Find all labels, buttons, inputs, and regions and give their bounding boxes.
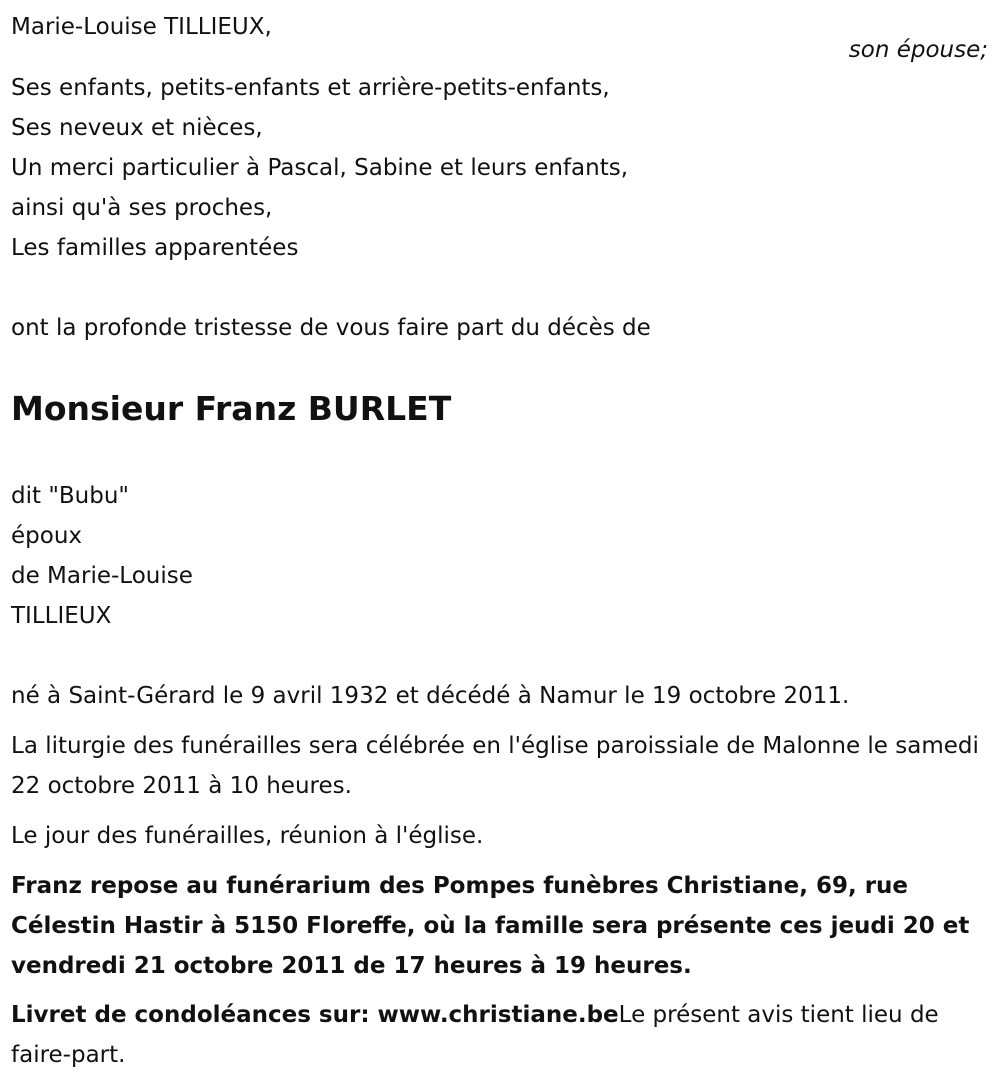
announcement: ont la profonde tristesse de vous faire part du décès de xyxy=(11,315,651,341)
condolences-paragraph xyxy=(11,995,993,1075)
birth-death: né à Saint-Gérard le 9 avril 1932 et décédé à Namur le 19 octobre 2011. xyxy=(11,683,850,709)
detail-line: dit "Bubu" xyxy=(11,483,130,509)
spouse-role: son épouse; xyxy=(848,37,988,63)
detail-line: TILLIEUX xyxy=(11,603,112,629)
liturgy: La liturgie des funérailles sera célébrée en l'église paroissiale de Malonne le samedi 22 octobre 2011 à 10 heures. xyxy=(11,733,979,799)
detail-line: de Marie-Louise xyxy=(11,563,193,589)
family-line: Ses neveux et nièces, xyxy=(11,115,263,141)
funeral-home: Franz repose au funérarium des Pompes funèbres Christiane, 69, rue Célestin Hastir à 5150 Floreffe, où la famille sera présente ces jeudi 20 et vendredi 21 octobre 2011 de 17 heures à 19 heures. xyxy=(11,873,970,979)
family-line: ainsi qu'à ses proches, xyxy=(11,195,273,221)
reunion: Le jour des funérailles, réunion à l'église. xyxy=(11,823,484,849)
family-line: Un merci particulier à Pascal, Sabine et leurs enfants, xyxy=(11,155,629,181)
detail-line: époux xyxy=(11,523,83,549)
spouse-name: Marie-Louise TILLIEUX, xyxy=(11,14,272,40)
notice-text: Le présent avis tient lieu de faire-part. xyxy=(11,1002,939,1068)
condolences-label: Livret de condoléances sur: www.christiane.be xyxy=(11,1002,619,1028)
deceased-name: Monsieur Franz BURLET xyxy=(11,389,452,428)
family-line: Les familles apparentées xyxy=(11,235,299,261)
family-line: Ses enfants, petits-enfants et arrière-petits-enfants, xyxy=(11,75,610,101)
